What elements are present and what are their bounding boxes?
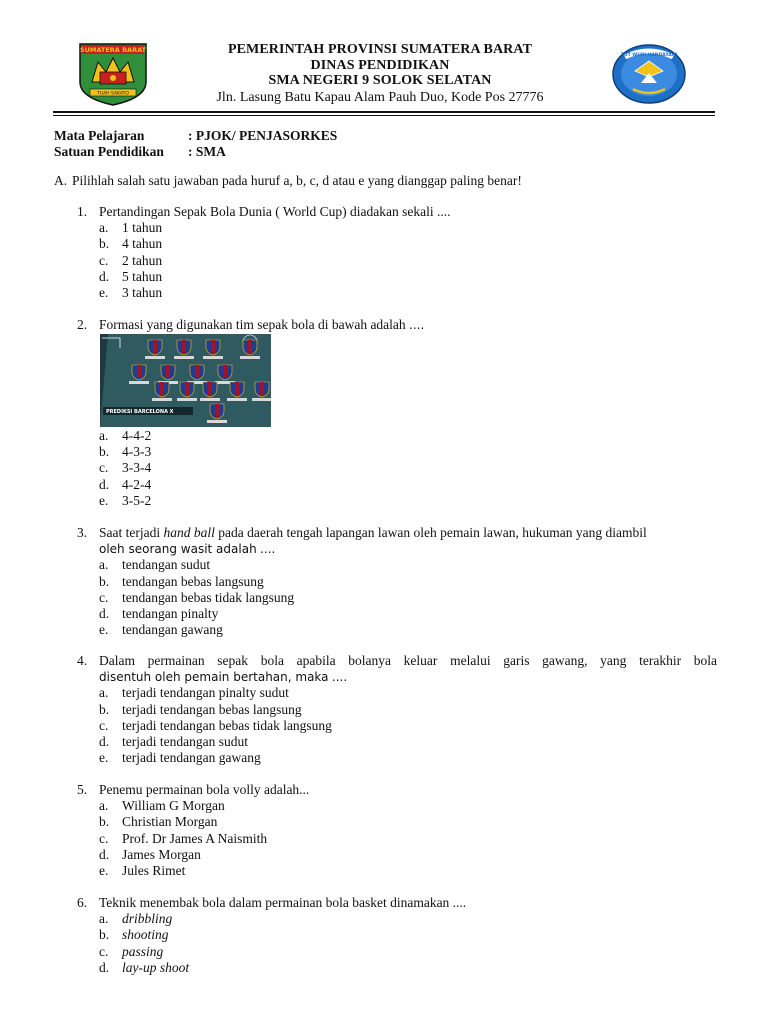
question-6 bbox=[77, 895, 717, 976]
question-number: 4. bbox=[77, 653, 88, 668]
formation-caption: PREDIKSI BARCELONA X bbox=[106, 409, 174, 415]
options-list bbox=[99, 220, 717, 301]
question-dots: .... bbox=[409, 318, 425, 332]
option-item bbox=[99, 574, 717, 590]
option-item bbox=[99, 285, 717, 301]
meta-level-row bbox=[54, 144, 337, 160]
option-item bbox=[99, 606, 717, 622]
question-text-end: pada daerah tengah lapangan lawan oleh pemain lawan, hukuman yang diambil bbox=[214, 525, 647, 540]
option-text: 1 tahun bbox=[122, 220, 163, 236]
option-item bbox=[99, 702, 717, 718]
question-number: 5. bbox=[77, 782, 88, 797]
option-item bbox=[99, 927, 717, 943]
option-letter: e. bbox=[99, 863, 109, 879]
option-text: 4 tahun bbox=[122, 236, 163, 252]
svg-text:TUT WURI HANDAYANI: TUT WURI HANDAYANI bbox=[620, 53, 678, 58]
option-letter: c. bbox=[99, 252, 109, 268]
barcelona-formation-image bbox=[100, 334, 271, 427]
option-item bbox=[99, 557, 717, 573]
option-text: 5 tahun bbox=[122, 268, 163, 284]
letterhead-line-province: PEMERINTAH PROVINSI SUMATERA BARAT bbox=[227, 42, 533, 57]
options-list bbox=[99, 798, 717, 879]
option-letter: a. bbox=[99, 428, 109, 443]
option-item bbox=[99, 269, 717, 285]
option-text: terjadi tendangan pinalty sudut bbox=[122, 685, 289, 701]
question-2-options bbox=[77, 428, 717, 509]
option-letter: b. bbox=[99, 444, 110, 460]
option-letter: c. bbox=[99, 830, 109, 846]
option-item bbox=[99, 863, 717, 879]
option-item bbox=[99, 798, 717, 814]
question-number: 2. bbox=[77, 317, 88, 332]
question-number: 3. bbox=[77, 525, 88, 540]
question-text-start: Saat terjadi bbox=[99, 525, 164, 540]
option-letter: c. bbox=[99, 460, 109, 476]
option-text: Christian Morgan bbox=[122, 814, 218, 830]
option-text: tendangan sudut bbox=[122, 557, 211, 573]
letterhead bbox=[150, 42, 610, 106]
option-text: 3-5-2 bbox=[122, 492, 152, 508]
option-item bbox=[99, 960, 717, 976]
option-text: William G Morgan bbox=[122, 798, 225, 814]
question-text: Pertandingan Sepak Bola Dunia ( World Cup) diadakan sekali .... bbox=[99, 204, 451, 219]
meta-level-label: Satuan Pendidikan bbox=[54, 143, 164, 159]
option-text: James Morgan bbox=[122, 846, 201, 862]
option-item bbox=[99, 253, 717, 269]
option-item bbox=[99, 831, 717, 847]
option-letter: e. bbox=[99, 285, 109, 301]
option-item bbox=[99, 685, 717, 701]
option-item bbox=[99, 460, 717, 476]
option-letter: c. bbox=[99, 943, 109, 959]
option-item bbox=[99, 428, 717, 444]
question-5 bbox=[77, 782, 717, 879]
option-item bbox=[99, 734, 717, 750]
letterhead-address: Jln. Lasung Batu Kapau Alam Pauh Duo, Kode Pos 27776 bbox=[216, 89, 544, 105]
section-instruction bbox=[54, 173, 522, 189]
options-list bbox=[99, 428, 717, 509]
question-1 bbox=[77, 204, 717, 301]
question-text: Penemu permainan bola volly adalah... bbox=[99, 782, 310, 797]
instruction-text: Pilihlah salah satu jawaban pada huruf a, b, c, d atau e yang dianggap paling benar! bbox=[72, 173, 522, 188]
meta-level-value: : SMA bbox=[188, 143, 226, 159]
options-list bbox=[99, 557, 717, 638]
option-item bbox=[99, 236, 717, 252]
option-item bbox=[99, 718, 717, 734]
option-letter: b. bbox=[99, 927, 110, 943]
question-text-line2: disentuh oleh pemain bertahan, maka bbox=[99, 670, 329, 685]
option-text: 4-2-4 bbox=[122, 476, 152, 492]
question-dots: .... bbox=[331, 670, 348, 685]
meta-subject-row bbox=[54, 128, 337, 144]
letterhead-rule-thin bbox=[53, 115, 715, 116]
option-item bbox=[99, 493, 717, 509]
meta-subject-value: : PJOK/ PENJASORKES bbox=[188, 128, 338, 143]
option-letter: a. bbox=[99, 685, 109, 701]
question-text-line2: oleh seorang wasit adalah bbox=[99, 542, 257, 557]
option-letter: b. bbox=[99, 814, 110, 830]
option-text: tendangan gawang bbox=[122, 622, 223, 638]
option-text: tendangan bebas tidak langsung bbox=[122, 589, 295, 605]
option-text: tendangan bebas langsung bbox=[122, 573, 264, 589]
options-list bbox=[99, 911, 717, 976]
question-4 bbox=[77, 653, 717, 766]
letterhead-line-department: DINAS PENDIDIKAN bbox=[310, 57, 450, 73]
section-letter: A. bbox=[54, 173, 68, 188]
question-3 bbox=[77, 525, 717, 638]
option-text: shooting bbox=[122, 927, 169, 943]
letterhead-line-school: SMA NEGERI 9 SOLOK SELATAN bbox=[268, 73, 492, 88]
options-list bbox=[99, 685, 717, 766]
option-letter: d. bbox=[99, 268, 110, 284]
option-text: Prof. Dr James A Naismith bbox=[122, 830, 268, 846]
option-item bbox=[99, 944, 717, 960]
option-letter: a. bbox=[99, 911, 109, 927]
option-letter: c. bbox=[99, 589, 109, 605]
option-text: terjadi tendangan bebas tidak langsung bbox=[122, 717, 332, 733]
option-text: terjadi tendangan gawang bbox=[122, 750, 261, 766]
option-text: dribbling bbox=[122, 911, 173, 927]
svg-text:SUMATERA BARAT: SUMATERA BARAT bbox=[79, 46, 147, 54]
option-letter: d. bbox=[99, 606, 110, 622]
question-number: 1. bbox=[77, 204, 88, 219]
option-letter: a. bbox=[99, 220, 109, 236]
option-text: 4-3-3 bbox=[122, 444, 152, 460]
option-letter: d. bbox=[99, 734, 110, 750]
option-letter: d. bbox=[99, 476, 110, 492]
tut-wuri-handayani-logo-icon bbox=[611, 43, 687, 105]
option-text: terjadi tendangan sudut bbox=[122, 734, 248, 750]
question-number: 6. bbox=[77, 895, 88, 910]
option-text: 4-4-2 bbox=[122, 428, 152, 443]
option-text: lay-up shoot bbox=[122, 959, 190, 975]
exam-meta bbox=[54, 128, 337, 159]
option-letter: a. bbox=[99, 557, 109, 573]
meta-subject-label: Mata Pelajaran bbox=[54, 128, 145, 143]
option-item bbox=[99, 477, 717, 493]
option-item bbox=[99, 444, 717, 460]
option-item bbox=[99, 750, 717, 766]
question-text: Formasi yang digunakan tim sepak bola di bawah adalah bbox=[99, 317, 406, 332]
question-text: Teknik menembak bola dalam permainan bola basket dinamakan .... bbox=[99, 895, 467, 910]
option-letter: e. bbox=[99, 750, 109, 766]
question-2 bbox=[77, 317, 717, 333]
option-letter: b. bbox=[99, 573, 110, 589]
option-letter: e. bbox=[99, 622, 109, 638]
svg-text:TUAH SAKATO: TUAH SAKATO bbox=[97, 91, 129, 97]
option-text: 2 tahun bbox=[122, 252, 163, 268]
option-letter: e. bbox=[99, 492, 109, 508]
option-letter: c. bbox=[99, 717, 109, 733]
option-letter: d. bbox=[99, 959, 110, 975]
question-dots: .... bbox=[260, 542, 276, 557]
question-text-italic: hand ball bbox=[163, 525, 215, 540]
option-text: passing bbox=[122, 943, 164, 959]
option-text: tendangan pinalty bbox=[122, 606, 219, 622]
option-text: terjadi tendangan bebas langsung bbox=[122, 701, 302, 717]
option-item bbox=[99, 911, 717, 927]
option-item bbox=[99, 814, 717, 830]
letterhead-rule-thick bbox=[53, 111, 715, 113]
option-letter: b. bbox=[99, 701, 110, 717]
option-item bbox=[99, 590, 717, 606]
option-text: 3-3-4 bbox=[122, 460, 152, 476]
option-item bbox=[99, 220, 717, 236]
option-letter: a. bbox=[99, 798, 109, 814]
option-item bbox=[99, 847, 717, 863]
question-text: Dalam permainan sepak bola apabila bolanya keluar melalui garis gawang, yang terakhir bola bbox=[99, 653, 717, 668]
option-item bbox=[99, 622, 717, 638]
sumatera-barat-emblem-icon bbox=[78, 42, 148, 106]
option-letter: b. bbox=[99, 236, 110, 252]
option-text: Jules Rimet bbox=[122, 863, 186, 879]
option-text: 3 tahun bbox=[122, 285, 163, 301]
option-letter: d. bbox=[99, 846, 110, 862]
